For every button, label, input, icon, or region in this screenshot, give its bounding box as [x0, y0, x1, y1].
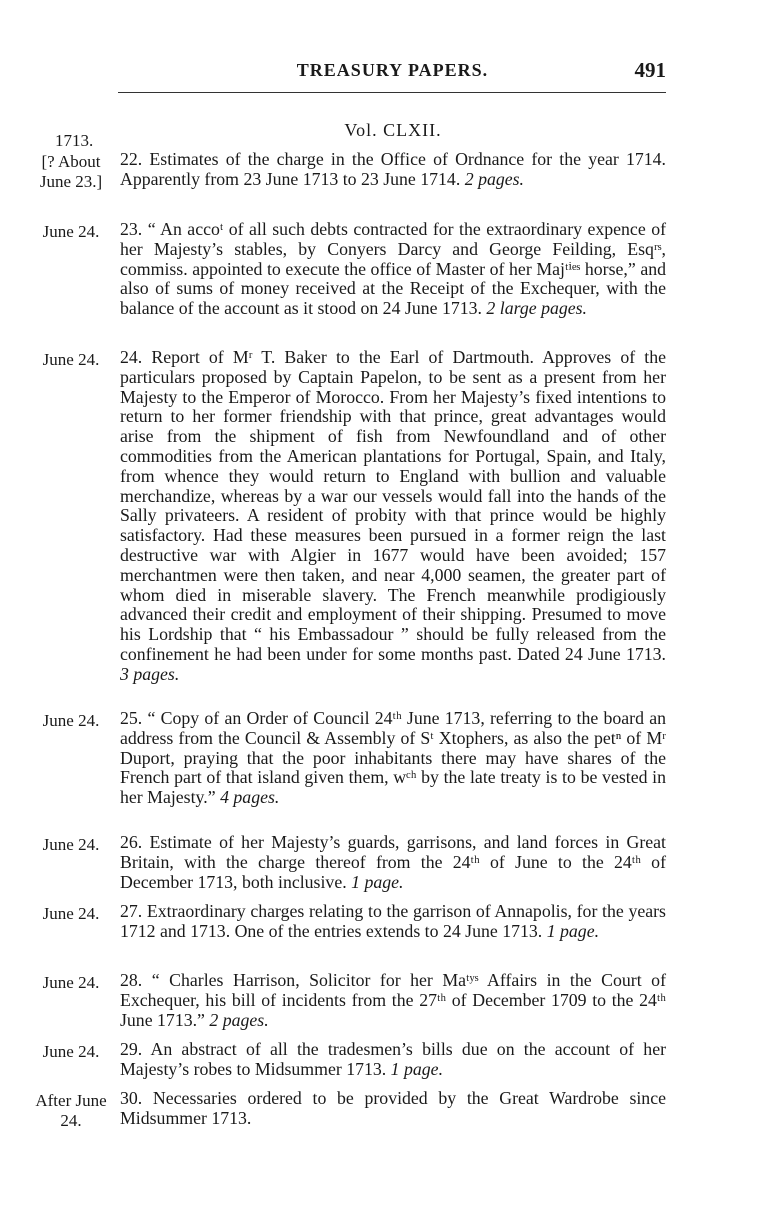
entry-text — [120, 348, 666, 685]
entry-number: 23. — [120, 219, 143, 239]
entry-text — [120, 1040, 666, 1080]
entry-body: Estimates of the charge in the Office of Ordnance for the year 1714. Apparently from 23 June 1713 to 23 June 1714. — [120, 149, 666, 189]
entry-pages: 1 page. — [351, 871, 404, 892]
entry-text — [120, 833, 666, 892]
entry-pages: 1 page. — [546, 920, 600, 941]
entry-date: June 24. — [42, 1042, 100, 1061]
entry-pages: 4 pages. — [220, 787, 280, 808]
entry-date: June 24. — [42, 904, 100, 923]
entry-date: June 24. — [42, 350, 100, 369]
entry-body: “ An accoᵗ of all such debts contracted for the extraordinary expence of her Majesty’s stables, by Conyers Darcy and George Feilding, Esqʳˢ, commiss. appointed to execute the office of Master of her Majᵗⁱᵉˢ horse,” and also of sums of money received at the Receipt of the Exchequer, with the balance of the account as it stood on 24 June 1713. — [120, 219, 666, 319]
entry-body: Extraordinary charges relating to the garrison of Annapolis, for the years 1712 and 1713. One of the entries extends to 24 June 1713. — [120, 901, 666, 941]
entry-number: 24. — [120, 347, 143, 367]
entry-text — [120, 150, 666, 190]
running-title: TREASURY PAPERS. — [296, 60, 489, 80]
entry-number: 22. — [120, 149, 143, 169]
entry-body: “ Charles Harrison, Solicitor for her Maᵗʸˢ Affairs in the Court of Exchequer, his bill of incidents from the 27ᵗʰ of December 1709 to the 24ᵗʰ June 1713.” — [120, 970, 666, 1030]
entry-text — [120, 902, 666, 942]
page-number: 491 — [634, 58, 666, 82]
entry-body: Report of Mʳ T. Baker to the Earl of Dartmouth. Approves of the particulars proposed by Captain Papelon, to be sent as a present from her Majesty to the Emperor of Morocco. From her Majesty’s fixed intentions to return to her former friendship with that prince, great advantages would arise from the shipment of fish from Newfoundland and of other commodities from the American plantations for Portugal, Spain, and Italy, from whence they would return to England with bullion and valuable merchandize, whereas by a war our vessels would fall into the hands of the Sally privateers. A resident of probity with that prince would be highly satisfactory. Had these measures been pursued in a former reign the last destructive war with Algier in 1677 would have been avoided; 157 merchantmen were then taken, and near 4,000 seamen, the greater part of whom died in miserable slavery. The French meanwhile prodigiously advanced their credit and employment of their shipping. Presumed to move his Lordship that “ his Embassadour ” should be fully released from the confinement he had been under for some months past. Dated 24 June 1713. — [120, 347, 666, 664]
entry-pages: 1 page. — [390, 1058, 444, 1079]
entry-date: June 24. — [42, 973, 100, 992]
entry-number: 26. — [120, 832, 143, 852]
header-rule — [118, 92, 666, 93]
year-label: 1713. — [55, 131, 94, 150]
entry-text — [120, 220, 666, 319]
entry-number: 25. — [120, 708, 143, 728]
entry-text — [120, 971, 666, 1030]
entry-pages: 2 pages. — [464, 168, 524, 189]
entry-number: 30. — [120, 1088, 143, 1108]
volume-heading: Vol. CLXII. — [344, 120, 442, 140]
entry-number: 28. — [120, 970, 143, 990]
entry-date: June 24. — [42, 835, 100, 854]
entry-date: [? About June 23.] — [39, 152, 103, 191]
entry-number: 29. — [120, 1039, 143, 1059]
entry-pages: 2 large pages. — [486, 298, 588, 319]
entry-date: June 24. — [42, 711, 100, 730]
entry-pages: 2 pages. — [209, 1009, 269, 1030]
entry-date: June 24. — [42, 222, 100, 241]
entry-date: After June 24. — [35, 1091, 107, 1130]
entry-text — [120, 1089, 666, 1129]
entry-text — [120, 709, 666, 808]
entry-pages: 3 pages. — [120, 663, 180, 684]
entry-body: An abstract of all the tradesmen’s bills due on the account of her Majesty’s robes to Midsummer 1713. — [120, 1039, 667, 1079]
entry-number: 27. — [120, 901, 143, 921]
entry-body: “ Copy of an Order of Council 24ᵗʰ June 1713, referring to the board an address from the Council & Assembly of Sᵗ Xtophers, as also the petⁿ of Mʳ Duport, praying that the poor inhabitants there may have shares of the French part of that island given them, wᶜʰ by the late treaty is to be vested in her Majesty.” — [120, 708, 666, 808]
entry-body: Estimate of her Majesty’s guards, garrisons, and land forces in Great Britain, with the charge thereof from the 24ᵗʰ of June to the 24ᵗʰ of December 1713, both inclusive. — [120, 832, 666, 892]
entry-body: Necessaries ordered to be provided by the Great Wardrobe since Midsummer 1713. — [120, 1088, 666, 1128]
